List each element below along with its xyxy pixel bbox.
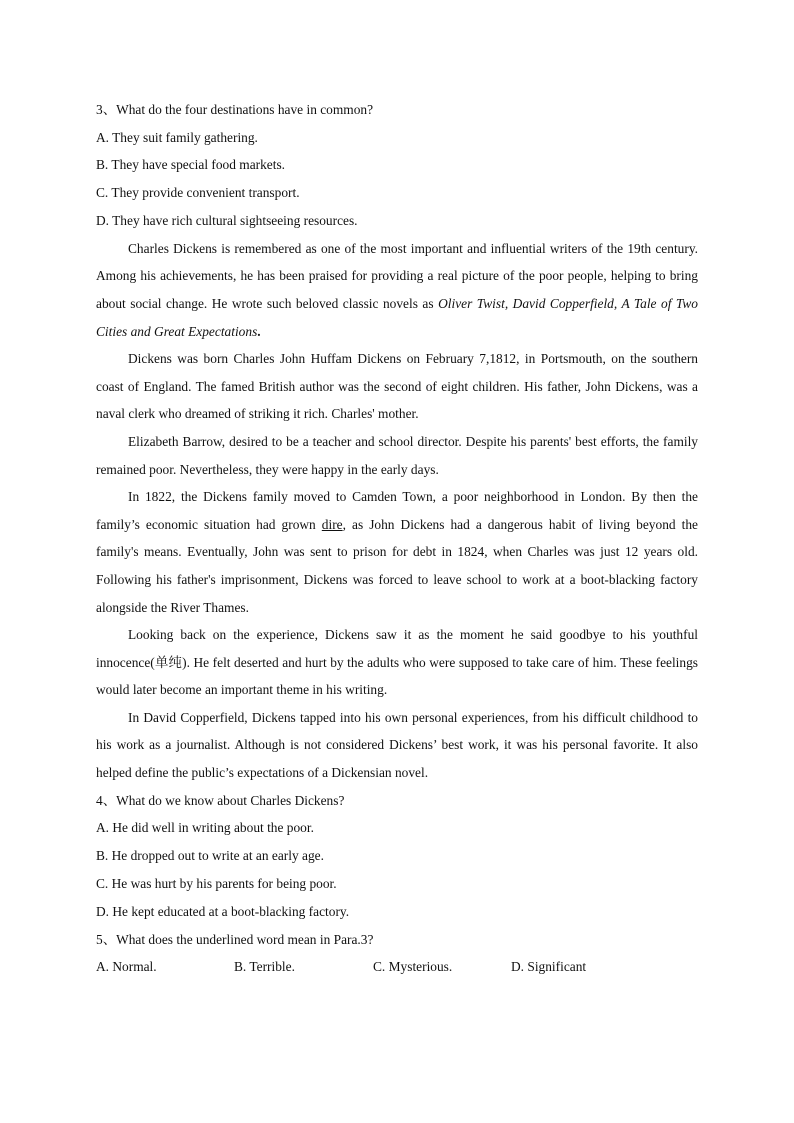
- paragraph-1-end: .: [257, 323, 261, 339]
- passage-paragraph-4: [96, 483, 698, 621]
- question-3-option-d: D. They have rich cultural sightseeing resources.: [96, 212, 358, 228]
- question-3-stem: 3、What do the four destinations have in common?: [96, 102, 374, 117]
- question-4-option-b: B. He dropped out to write at an early age.: [96, 848, 324, 864]
- question-5-stem: 5、What does the underlined word mean in Para.3?: [96, 931, 374, 947]
- question-5-option-a: A. Normal.: [96, 959, 157, 975]
- question-3-option-c: C. They provide convenient transport.: [96, 185, 300, 201]
- passage-paragraph-3: Elizabeth Barrow, desired to be a teacher and school director. Despite his parents' best efforts, the family remained poor. Nevertheless, they were happy in the early days.: [96, 433, 698, 477]
- question-5-options: [96, 953, 698, 981]
- paragraph-4-text-b: , as John Dickens had a dangerous habit of living beyond the family's means. Eventually, John was sent to prison for debt in 1824, when Charles was just 12 years old. Following his father's imprisonment, Dickens was forced to leave school to work at a boot-blacking factory alongside the River Thames.: [96, 516, 698, 615]
- question-5-option-b: B. Terrible.: [234, 959, 295, 975]
- passage-paragraph-6: In David Copperfield, Dickens tapped into his own personal experiences, from his difficult childhood to his work as a journalist. Although is not considered Dickens’ best work, it was his personal favorite. It also helped define the public’s expectations of a Dickensian novel.: [96, 709, 698, 781]
- question-5-option-d: D. Significant: [511, 959, 587, 975]
- passage-paragraph-1: [96, 235, 698, 345]
- question-5-option-c: C. Mysterious.: [373, 959, 453, 975]
- question-3-option-a: A. They suit family gathering.: [96, 129, 258, 145]
- document-page: [96, 96, 698, 981]
- paragraph-1-text: Charles Dickens is remembered as one of the most important and influential writers of the 19th century. Among his achievements, he has been praised for providing a real picture of the poor people, helping to bring about social change. He wrote such beloved classic novels as: [96, 240, 698, 311]
- novel-titles: Oliver Twist, David Copperfield, A Tale of Two Cities and Great Expectations: [96, 295, 698, 339]
- question-3-option-b: B. They have special food markets.: [96, 157, 286, 173]
- question-4-stem: 4、What do we know about Charles Dickens?: [96, 792, 345, 808]
- question-4-option-a: A. He did well in writing about the poor.: [96, 820, 314, 836]
- question-4-option-d: D. He kept educated at a boot-blacking factory.: [96, 903, 350, 919]
- question-4-option-c: C. He was hurt by his parents for being poor.: [96, 876, 337, 892]
- passage-paragraph-2: Dickens was born Charles John Huffam Dickens on February 7,1812, in Portsmouth, on the southern coast of England. The famed British author was the second of eight children. His father, John Dickens, was a naval clerk who dreamed of striking it rich. Charles' mother.: [96, 351, 698, 422]
- underlined-word: dire: [321, 516, 343, 532]
- paragraph-4-text-a: In 1822, the Dickens family moved to Camden Town, a poor neighborhood in London. By then the family’s economic situation had grown: [96, 489, 698, 532]
- passage-paragraph-5: Looking back on the experience, Dickens saw it as the moment he said goodbye to his youthful innocence(单纯). He felt deserted and hurt by the adults who were supposed to take care of him. These feelings would later become an important theme in his writing.: [96, 627, 698, 698]
